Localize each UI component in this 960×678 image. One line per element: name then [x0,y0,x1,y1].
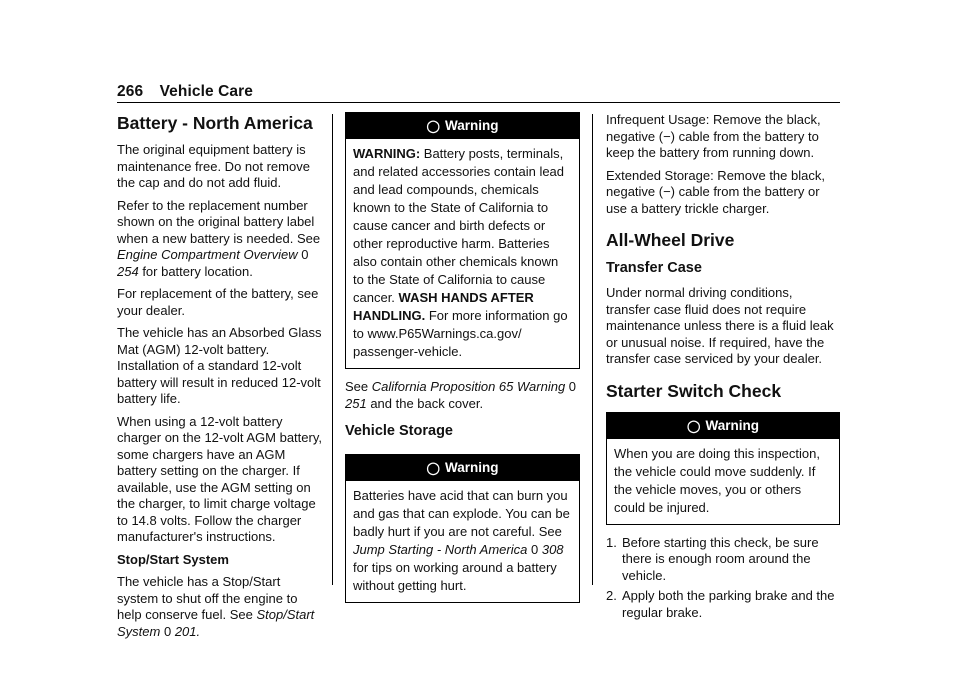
paragraph: For replacement of the battery, see your dealer. [117,286,319,318]
warning-body [346,481,579,602]
vehicle-storage-title: Vehicle Storage [345,423,453,439]
paragraph [345,379,580,412]
warning-title: Warning [705,417,759,433]
cross-reference-link[interactable]: Stop/Start System [117,607,315,639]
column-divider-2 [592,114,593,585]
cross-reference-link[interactable]: California Proposition 65 Warning [371,379,566,394]
paragraph [117,574,325,640]
warning-icon: ◯ [426,461,440,475]
text: Battery posts, terminals, and related accessories contain lead and lead compounds, chemicals known to the State of California to cause cancer and birth defects or other reproductive harm. Batteries also contain other chemicals known to the State of California to cause cancer. [353,146,565,305]
warning-title: Warning [444,118,499,133]
step-number: 1. [606,534,617,550]
paragraph: Under normal driving conditions, transfer case fluid does not require maintenance unless there is a fluid leak or unusual noise. If required, have the transfer case serviced by your dealer. [606,285,834,366]
text: for battery location. [138,263,253,279]
paragraph: The original equipment battery is maintenance free. Do not remove the cap and do not add fluid. [117,142,310,190]
text: For more information go to www.P65Warnings.ca.gov/ passenger-vehicle. [353,308,568,359]
all-wheel-drive-title: All-Wheel Drive [606,230,735,250]
warning-box [606,412,840,525]
warning-icon: ◯ [687,418,701,433]
warning-header [346,113,579,139]
warning-icon: ◯ [426,119,440,133]
cross-reference-link[interactable]: Engine Compartment Overview [117,247,298,262]
header-rule [117,102,840,103]
warning-body [346,139,579,368]
steps-list [606,535,840,622]
warning-box [345,112,580,369]
column-1 [117,112,325,646]
emphasis: WASH HANDS AFTER HANDLING. [353,290,534,323]
paragraph: The vehicle has an Absorbed Glass Mat (AGM) 12-volt battery. Installation of a standard 12-volt battery will result in reduced 12-volt battery life. [117,325,322,406]
page-ref-arrow-icon: 0 [163,623,172,639]
paragraph: When using a 12-volt battery charger on the 12-volt AGM battery, some chargers have an AGM battery setting on the charger. If available, use the AGM setting on the charger, to limit charge voltage to 14.8 volts. Follow the charger manufacturer's instructions. [117,413,322,544]
paragraph: Extended Storage: Remove the black, negative (−) cable from the battery or use a battery trickle charger. [606,167,825,216]
page-ref[interactable]: 308 [541,542,564,557]
column-2 [345,112,580,613]
list-item [606,588,840,621]
paragraph: Infrequent Usage: Remove the black, negative (−) cable from the battery to keep the battery from running down. [606,112,821,160]
starter-switch-title: Starter Switch Check [606,380,782,401]
text: See [345,379,372,394]
page-header [117,83,253,101]
page-ref[interactable]: 251 [345,395,367,411]
transfer-case-title: Transfer Case [606,260,702,276]
page-ref-arrow-icon: 0 [301,247,309,262]
page-number: 266 [117,83,144,100]
subheading: Stop/Start System [117,551,229,567]
text: The vehicle has a Stop/Start system to shut off the engine to help conserve fuel. See [117,574,298,622]
step-text: Before starting this check, be sure there is enough room around the vehicle. [622,534,819,583]
step-number: 2. [606,588,617,603]
warning-body: When you are doing this inspection, the vehicle could move suddenly. If the vehicle moves, you or others could be injured. [614,445,820,515]
text: for tips on working around a battery without getting hurt. [353,560,557,593]
warning-lead: WARNING: [353,146,421,161]
page-ref-arrow-icon: 0 [530,542,539,557]
cross-reference-link[interactable]: Jump Starting - North America [353,542,528,557]
list-item [606,535,840,585]
warning-header [346,455,579,481]
warning-title: Warning [444,460,499,475]
text: Batteries have acid that can burn you and gas that can explode. You can be badly hurt if you are not careful. See [353,488,570,539]
paragraph [117,198,325,281]
text: Refer to the replacement number shown on the original battery label when a new battery is needed. See [117,197,321,246]
page-ref[interactable]: 201. [174,623,201,639]
step-text: Apply both the parking brake and the regular brake. [622,588,835,620]
section-title: Vehicle Care [159,83,253,100]
warning-box [345,454,580,603]
warning-header [607,413,839,439]
page-ref[interactable]: 254 [117,263,139,279]
column-divider-1 [332,114,333,585]
battery-title: Battery - North America [117,113,313,133]
column-3 [606,112,840,625]
page-ref-arrow-icon: 0 [568,379,577,394]
text: and the back cover. [366,395,484,411]
